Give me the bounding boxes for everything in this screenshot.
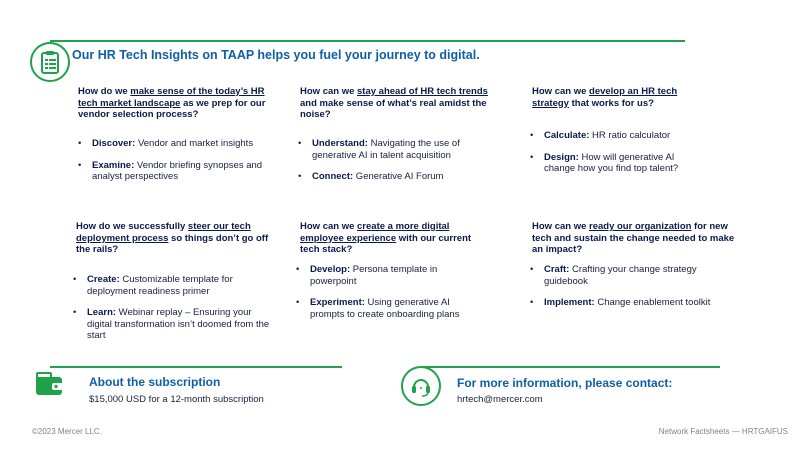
page-title: Our HR Tech Insights on TAAP helps you fuel your journey to digital.: [72, 48, 480, 62]
card-list-5: [296, 264, 486, 330]
copyright: ©2023 Mercer LLC.: [32, 427, 102, 436]
question-link[interactable]: steer our tech deployment process: [76, 221, 251, 244]
card-question-6: [532, 221, 737, 256]
card-question-3: [532, 86, 702, 109]
clipboard-icon: [40, 50, 60, 74]
question-text: How can we: [532, 86, 590, 97]
list-item: • Connect: Generative AI Forum: [298, 171, 493, 183]
card-list-6: [530, 264, 725, 319]
question-link[interactable]: make sense of the today’s HR tech market landscape: [78, 86, 265, 109]
question-link[interactable]: create a more digital employee experience: [300, 221, 450, 244]
list-item: • Examine: Vendor briefing synopses and analyst perspectives: [78, 160, 278, 183]
list-item: • Discover: Vendor and market insights: [78, 138, 278, 150]
card-question-4: [76, 221, 276, 256]
question-text: How can we: [532, 221, 590, 232]
wallet-icon: [35, 372, 65, 396]
question-text: with our current tech stack?: [300, 232, 472, 255]
question-text: How can we: [300, 86, 358, 97]
header-icon-badge: [30, 42, 70, 82]
subscription-title: About the subscription: [89, 375, 221, 389]
headset-icon: [410, 375, 432, 397]
question-text: and make sense of what’s real amidst the noise?: [300, 97, 487, 120]
question-link[interactable]: ready our organization: [589, 221, 692, 232]
card-list-2: [298, 138, 493, 193]
doc-reference: Network Factsheets — HRTGAIFUS: [658, 427, 788, 436]
question-text: for new tech and sustain the change needed to make an impact?: [532, 221, 735, 255]
question-text: How do we successfully: [76, 221, 188, 232]
question-text: How can we: [300, 221, 358, 232]
list-item: • Design: How will generative AI change how you find top talent?: [530, 152, 705, 175]
question-text: so things don’t go off the rails?: [76, 232, 269, 255]
card-list-3: [530, 130, 705, 185]
list-item: • Learn: Webinar replay – Ensuring your digital transformation isn’t doomed from the start: [73, 307, 273, 342]
list-item: • Create: Customizable template for deployment readiness primer: [73, 274, 273, 297]
card-list-4: [73, 274, 273, 352]
question-text: that works for us?: [568, 97, 654, 109]
card-question-1: [78, 86, 273, 121]
card-question-5: [300, 221, 490, 256]
list-item: • Understand: Navigating the use of generative AI in talent acquisition: [298, 138, 493, 161]
contact-rule: [422, 366, 720, 368]
question-text: as we prep for our vendor selection process?: [78, 97, 266, 120]
contact-title: For more information, please contact:: [457, 376, 673, 390]
question-link[interactable]: develop an HR tech strategy: [532, 86, 678, 109]
question-link[interactable]: stay ahead of HR tech trends: [357, 86, 488, 97]
subscription-icon-badge: [32, 366, 68, 402]
contact-icon-badge: [401, 366, 441, 406]
question-text: How do we: [78, 86, 131, 97]
list-item: • Experiment: Using generative AI prompts to create onboarding plans: [296, 297, 486, 320]
list-item: • Calculate: HR ratio calculator: [530, 130, 705, 142]
list-item: • Develop: Persona template in powerpoint: [296, 264, 486, 287]
subscription-rule: [50, 366, 342, 368]
list-item: • Craft: Crafting your change strategy guidebook: [530, 264, 725, 287]
card-question-2: [300, 86, 500, 121]
card-list-1: [78, 138, 278, 193]
header-rule: [50, 40, 685, 42]
subscription-price: $15,000 USD for a 12-month subscription: [89, 394, 264, 405]
contact-email-link[interactable]: hrtech@mercer.com: [457, 394, 543, 405]
list-item: • Implement: Change enablement toolkit: [530, 297, 725, 309]
